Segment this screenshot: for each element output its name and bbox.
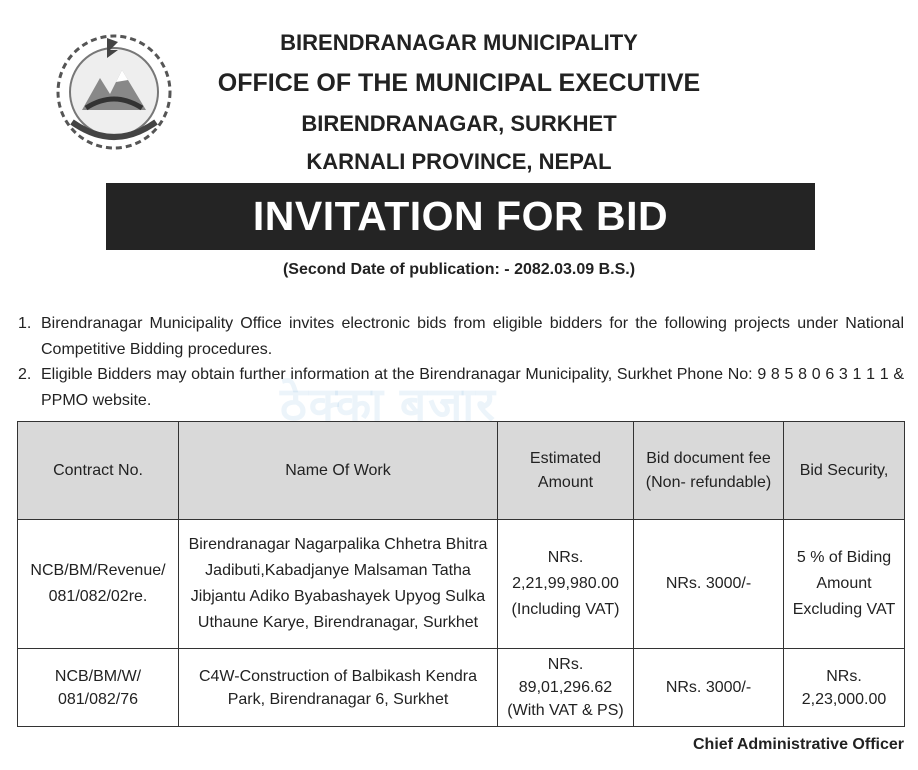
contract-cell [18, 520, 179, 649]
contract-cell [18, 649, 179, 727]
contract-line2: 081/082/02re. [48, 588, 148, 605]
estimate-line1: NRs. [547, 549, 584, 566]
col-header-estimate-line2: Amount [537, 473, 594, 491]
estimate-line3: (With VAT & PS) [507, 702, 624, 719]
security-cell [784, 649, 905, 727]
col-header-fee [634, 422, 784, 520]
paragraph-number: 2. [18, 366, 32, 383]
work-cell: C4W-Construction of Balbikash Kendra Park, Birendranagar 6, Surkhet [179, 649, 498, 727]
work-cell: Birendranagar Nagarpalika Chhetra Bhitra Jadibuti,Kabadjanye Malsaman Tatha Jibjantu Adiko Byabashayek Upyog Sulka Uthaune Karye, Birendranagar, Surkhet [179, 520, 498, 649]
paragraph-2 [18, 362, 904, 414]
table-header-row [18, 422, 905, 520]
watermark-logo: ठेक्का बजार [280, 378, 497, 430]
col-header-work: Name Of Work [179, 422, 498, 520]
col-header-fee-line2: (Non- refundable) [645, 473, 772, 491]
paragraph-number: 1. [18, 315, 32, 332]
fee-cell: NRs. 3000/- [634, 649, 784, 727]
security-line2: 2,23,000.00 [801, 690, 887, 708]
col-header-estimate [498, 422, 634, 520]
col-header-contract: Contract No. [18, 422, 179, 520]
bid-table [17, 421, 905, 727]
office-name: OFFICE OF THE MUNICIPAL EXECUTIVE [217, 69, 701, 97]
contract-line2: 081/082/76 [57, 690, 139, 708]
table-row [18, 520, 905, 649]
estimate-line2: 2,21,99,980.00 [512, 575, 619, 592]
contract-line1: NCB/BM/W/ [54, 667, 142, 685]
estimate-line2: 89,01,296.62 [518, 679, 613, 696]
notice-title-banner: INVITATION FOR BID [106, 183, 815, 250]
paragraph-text: Eligible Bidders may obtain further information at the Birendranagar Municipality, Surkhet Phone No: 9 8 5 8 0 6 3 1 1 1 & PPMO website. [41, 366, 904, 409]
publication-date-note: (Second Date of publication: - 2082.03.09 B.S.) [282, 261, 636, 278]
province-line: KARNALI PROVINCE, NEPAL [306, 149, 612, 174]
col-header-fee-line1: Bid document fee [646, 449, 771, 467]
security-line1: NRs. [826, 667, 862, 685]
municipality-name: BIRENDRANAGAR MUNICIPALITY [280, 30, 638, 55]
paragraph-1 [18, 311, 904, 363]
signatory-title: Chief Administrative Officer [692, 736, 904, 753]
fee-cell: NRs. 3000/- [634, 520, 784, 649]
security-cell: 5 % of Biding Amount Excluding VAT [784, 520, 905, 649]
table-row [18, 649, 905, 727]
estimate-line3: (Including VAT) [511, 601, 620, 618]
contract-line1: NCB/BM/Revenue/ [30, 562, 166, 579]
estimate-cell [498, 649, 634, 727]
col-header-estimate-line1: Estimated [529, 449, 602, 467]
col-header-security: Bid Security, [784, 422, 905, 520]
office-location: BIRENDRANAGAR, SURKHET [301, 111, 617, 136]
paragraph-text: Birendranagar Municipality Office invites electronic bids from eligible bidders for the following projects under National Competitive Bidding procedures. [41, 315, 904, 358]
estimate-cell [498, 520, 634, 649]
estimate-line1: NRs. [547, 656, 584, 673]
